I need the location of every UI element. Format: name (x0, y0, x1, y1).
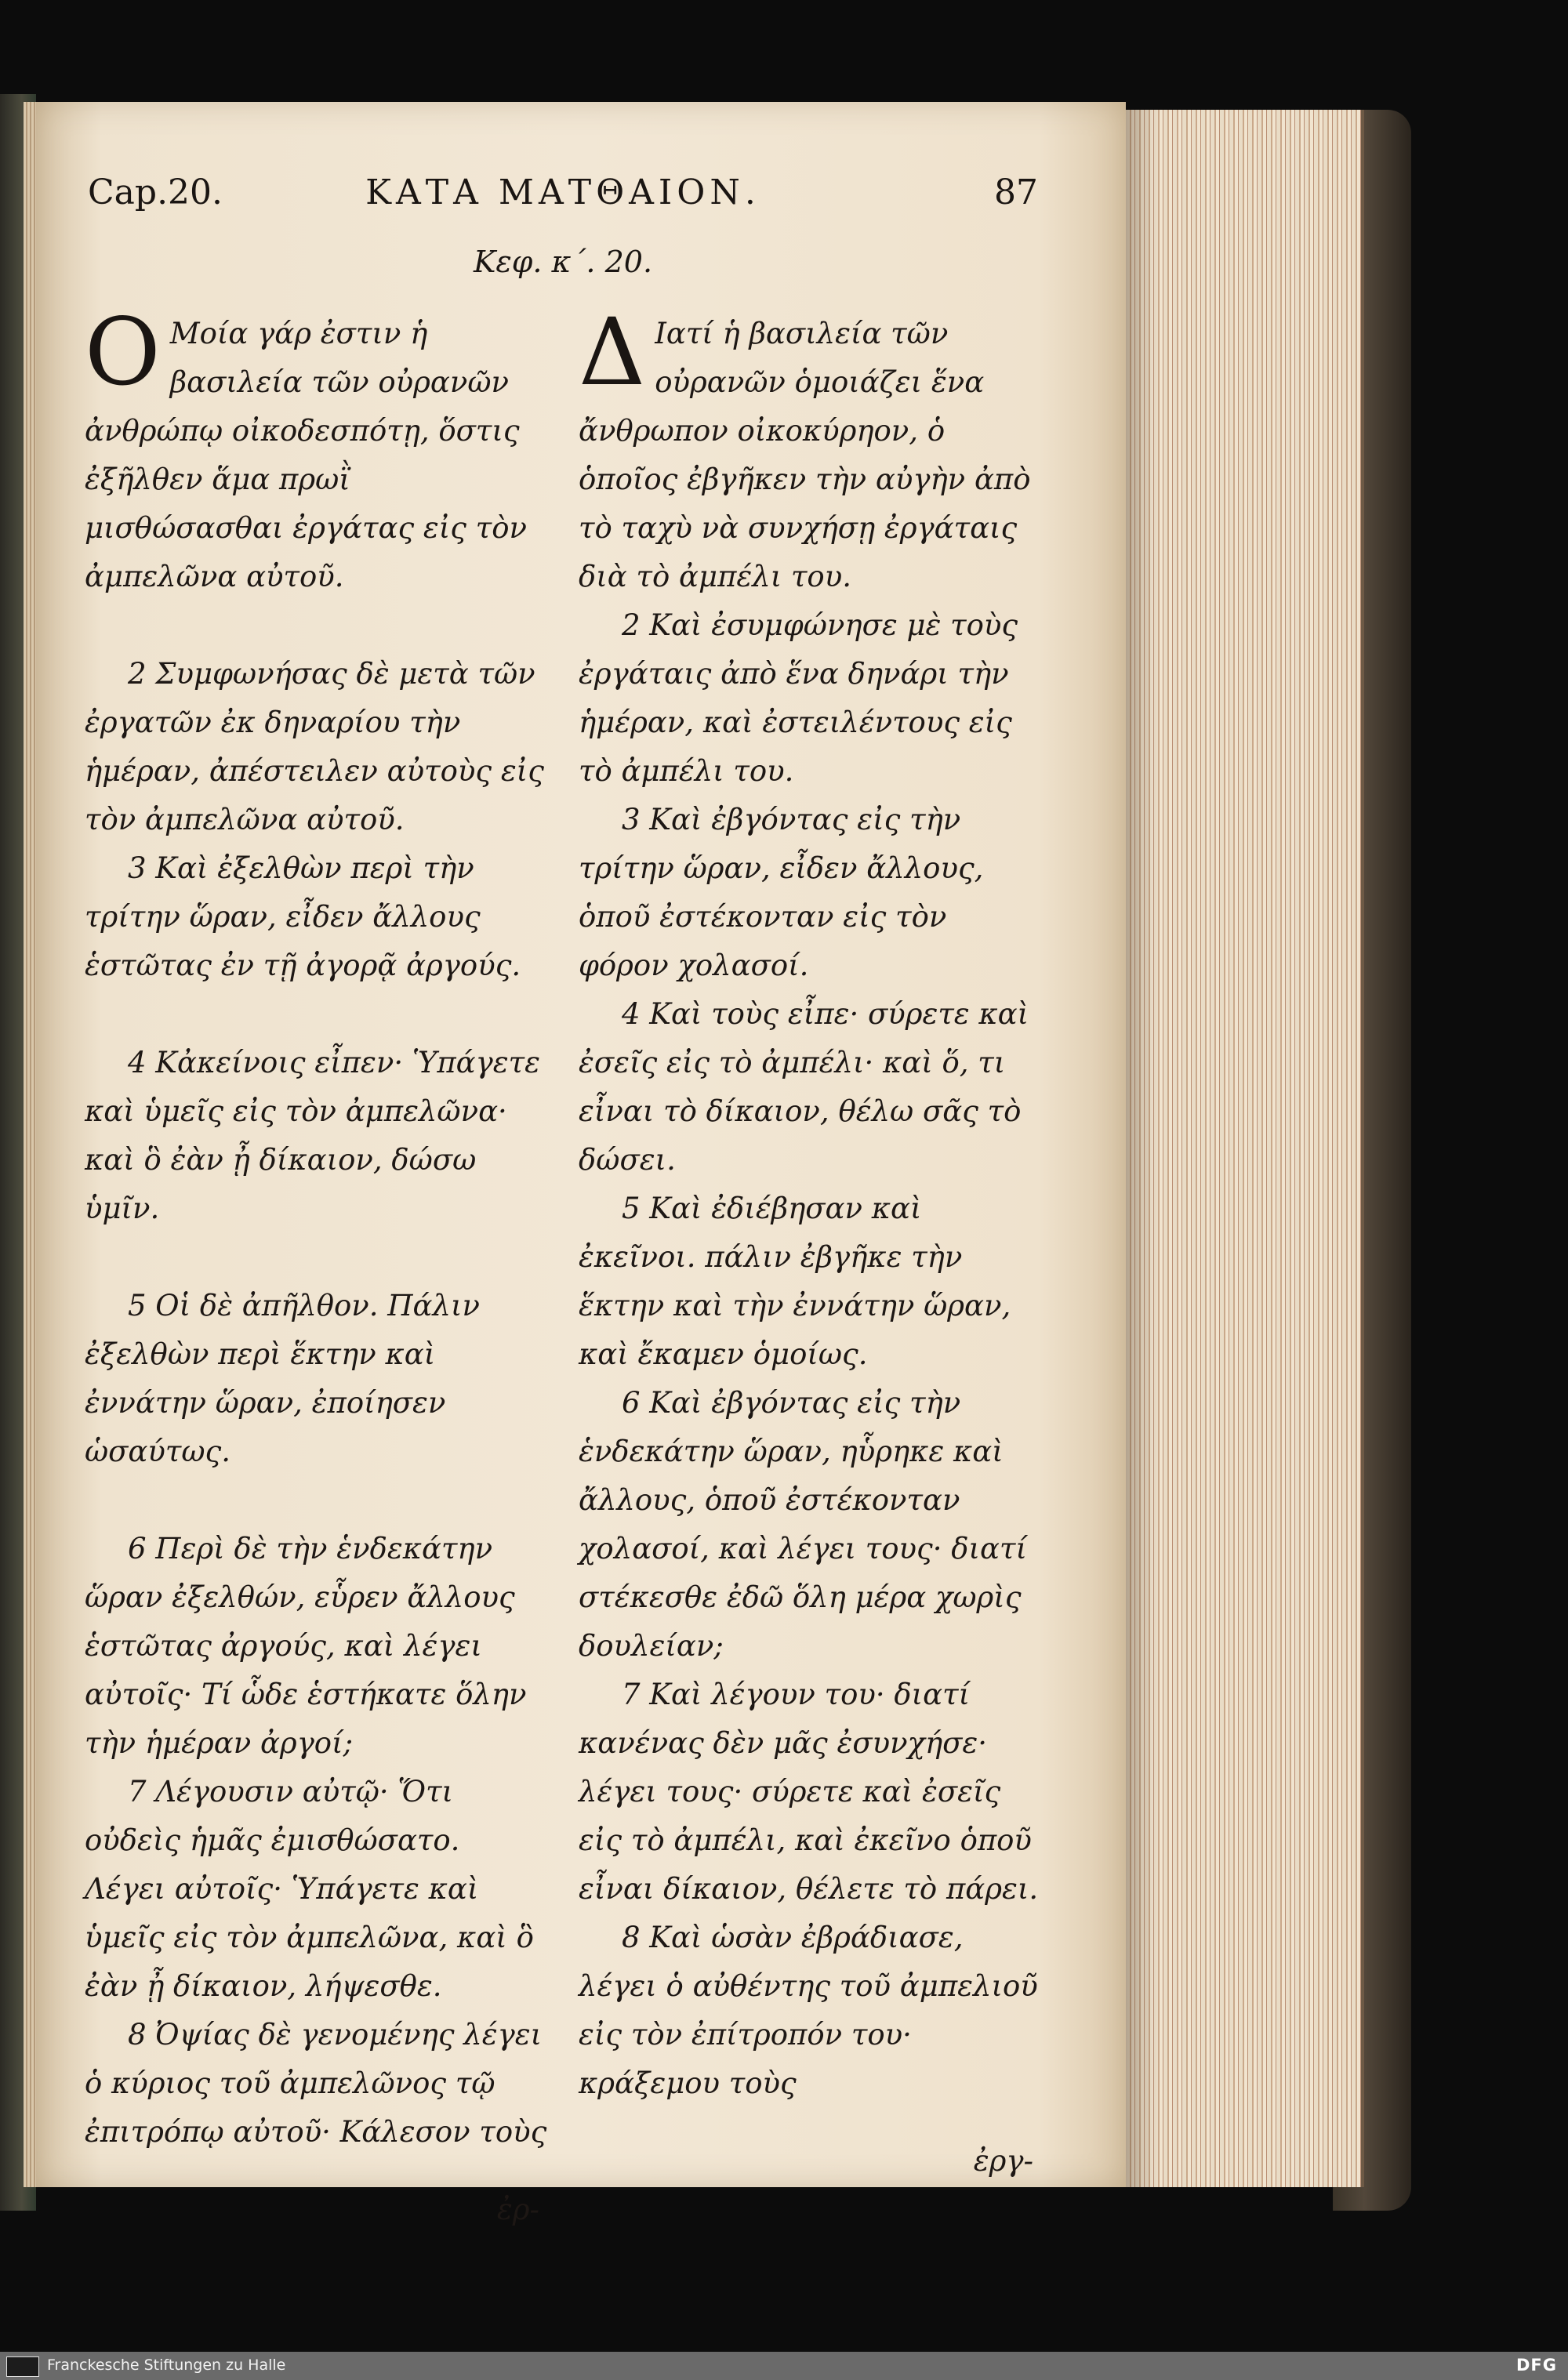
verse-8-left: 8 Ὀψίας δὲ γενομένης λέγει ὁ κύριος τοῦ ἀμπελῶνος τῷ ἐπιτρόπῳ αὐτοῦ· Κάλεσον τοὺς (85, 2018, 547, 2149)
verse-7-left: 7 Λέγουσιν αὐτῷ· Ὅτι οὐδεὶς ἡμᾶς ἐμισθώσατο. Λέγει αὐτοῖς· Ὑπάγετε καὶ ὑμεῖς εἰς τὸν ἀμπελῶνα, καὶ ὃ ἐὰν ᾖ δίκαιον, λήψεσθε. (85, 1775, 534, 2003)
drop-cap-right: Δ (579, 298, 646, 406)
verse-1-left (85, 298, 547, 601)
verse-6-left: 6 Περὶ δὲ τὴν ἑνδεκάτην ὥραν ἐξελθών, εὗρεν ἄλλους ἑστῶτας ἀργούς, καὶ λέγει αὐτοῖς· Τί ὧδε ἑστήκατε ὅλην τὴν ἡμέραν ἀργοί; (85, 1532, 527, 1760)
catchword-right: ἐργ- (973, 2144, 1033, 2178)
verse-3-right: 3 Καὶ ἐβγόντας εἰς τὴν τρίτην ὥραν, εἶδεν ἄλλους, ὁποῦ ἐστέκονταν εἰς τὸν φόρον χολασοί. (579, 803, 984, 982)
left-column-text (85, 298, 547, 2263)
verse-5-left: 5 Οἱ δὲ ἀπῆλθον. Πάλιν ἐξελθὼν περὶ ἕκτην καὶ ἐννάτην ὥραν, ἐποίησεν ὡσαύτως. (85, 1289, 480, 1468)
page-gutter-shadow (1126, 110, 1157, 2187)
verse-text: Μοία γάρ ἐστιν ἡ βασιλεία τῶν οὐρανῶν ἀνθρώπῳ οἰκοδεσπότῃ, ὅστις ἐξῆλθεν ἅμα πρωῒ μισθώσασθαι ἐργάτας εἰς τὸν ἀμπελῶνα αὐτοῦ. (85, 317, 528, 593)
page-stack (1126, 110, 1364, 2187)
page-number: 87 (994, 172, 1038, 212)
viewer-footer (0, 2352, 1568, 2380)
verse-7-right: 7 Καὶ λέγουν του· διατί κανένας δὲν μᾶς ἐσυνχήσε· λέγει τους· σύρετε καὶ ἐσεῖς εἰς τὸ ἀμπέλι, καὶ ἐκεῖνο ὁποῦ εἶναι δίκαιον, θέλετε τὸ πάρει. (579, 1678, 1039, 1906)
verse-1-right (579, 298, 1041, 601)
verse-4-left: 4 Κἀκείνοις εἶπεν· Ὑπάγετε καὶ ὑμεῖς εἰς τὸν ἀμπελῶνα· καὶ ὃ ἐὰν ᾖ δίκαιον, δώσω ὑμῖν. (85, 1046, 540, 1225)
catchword-left: ἐρ- (496, 2193, 539, 2226)
chapter-heading: Κεφ. κ΄. 20. (473, 245, 653, 279)
right-column-text (579, 298, 1041, 2215)
verse-text: Ιατί ἡ βασιλεία τῶν οὐρανῶν ὁμοιάζει ἕνα ἄνθρωπον οἰκοκύρηον, ὁ ὁποῖος ἐβγῆκεν τὴν αὐγὴν ἀπὸ τὸ ταχὺ νὰ συνχήσῃ ἐργάταις διὰ τὸ ἀμπέλι του. (579, 317, 1031, 593)
verse-6-right: 6 Καὶ ἐβγόντας εἰς τὴν ἑνδεκάτην ὥραν, ηὗρηκε καὶ ἄλλους, ὁποῦ ἐστέκονταν χολασοί, καὶ λέγει τους· διατί στέκεσθε ἐδῶ ὅλη μέρα χωρὶς δουλείαν; (579, 1386, 1027, 1663)
institution-logo-icon (6, 2356, 39, 2377)
verse-2-left: 2 Συμφωνήσας δὲ μετὰ τῶν ἐργατῶν ἐκ δηναρίου τὴν ἡμέραν, ἀπέστειλεν αὐτοὺς εἰς τὸν ἀμπελῶνα αὐτοῦ. (85, 657, 544, 836)
verse-8-right: 8 Καὶ ὡσὰν ἐβράδιασε, λέγει ὁ αὐθέντης τοῦ ἀμπελιοῦ εἰς τὸν ἐπίτροπόν του· κράξεμου τοὺς (579, 1921, 1038, 2100)
verse-3-left: 3 Καὶ ἐξελθὼν περὶ τὴν τρίτην ὥραν, εἶδεν ἄλλους ἑστῶτας ἐν τῇ ἀγορᾷ ἀργούς. (85, 851, 521, 982)
chapter-label: Cap.20. (88, 172, 223, 212)
verse-4-right: 4 Καὶ τοὺς εἶπε· σύρετε καὶ ἐσεῖς εἰς τὸ ἀμπέλι· καὶ ὅ, τι εἶναι τὸ δίκαιον, θέλω σᾶς τὸ δώσει. (579, 997, 1029, 1177)
verse-5-right: 5 Καὶ ἐδιέβησαν καὶ ἐκεῖνοι. πάλιν ἐβγῆκε τὴν ἕκτην καὶ τὴν ἐννάτην ὥραν, καὶ ἔκαμεν ὁμοίως. (579, 1192, 1011, 1371)
verse-2-right: 2 Καὶ ἐσυμφώνησε μὲ τοὺς ἐργάταις ἀπὸ ἕνα δηνάρι τὴν ἡμέραν, καὶ ἐστειλέντους εἰς τὸ ἀμπέλι του. (579, 608, 1018, 788)
dfg-logo: DFG (1515, 2356, 1557, 2375)
running-title: ΚΑΤΑ ΜΑΤΘΑΙΟΝ. (365, 172, 760, 212)
drop-cap-left: Ο (85, 298, 161, 406)
institution-name: Franckesche Stiftungen zu Halle (47, 2356, 286, 2374)
